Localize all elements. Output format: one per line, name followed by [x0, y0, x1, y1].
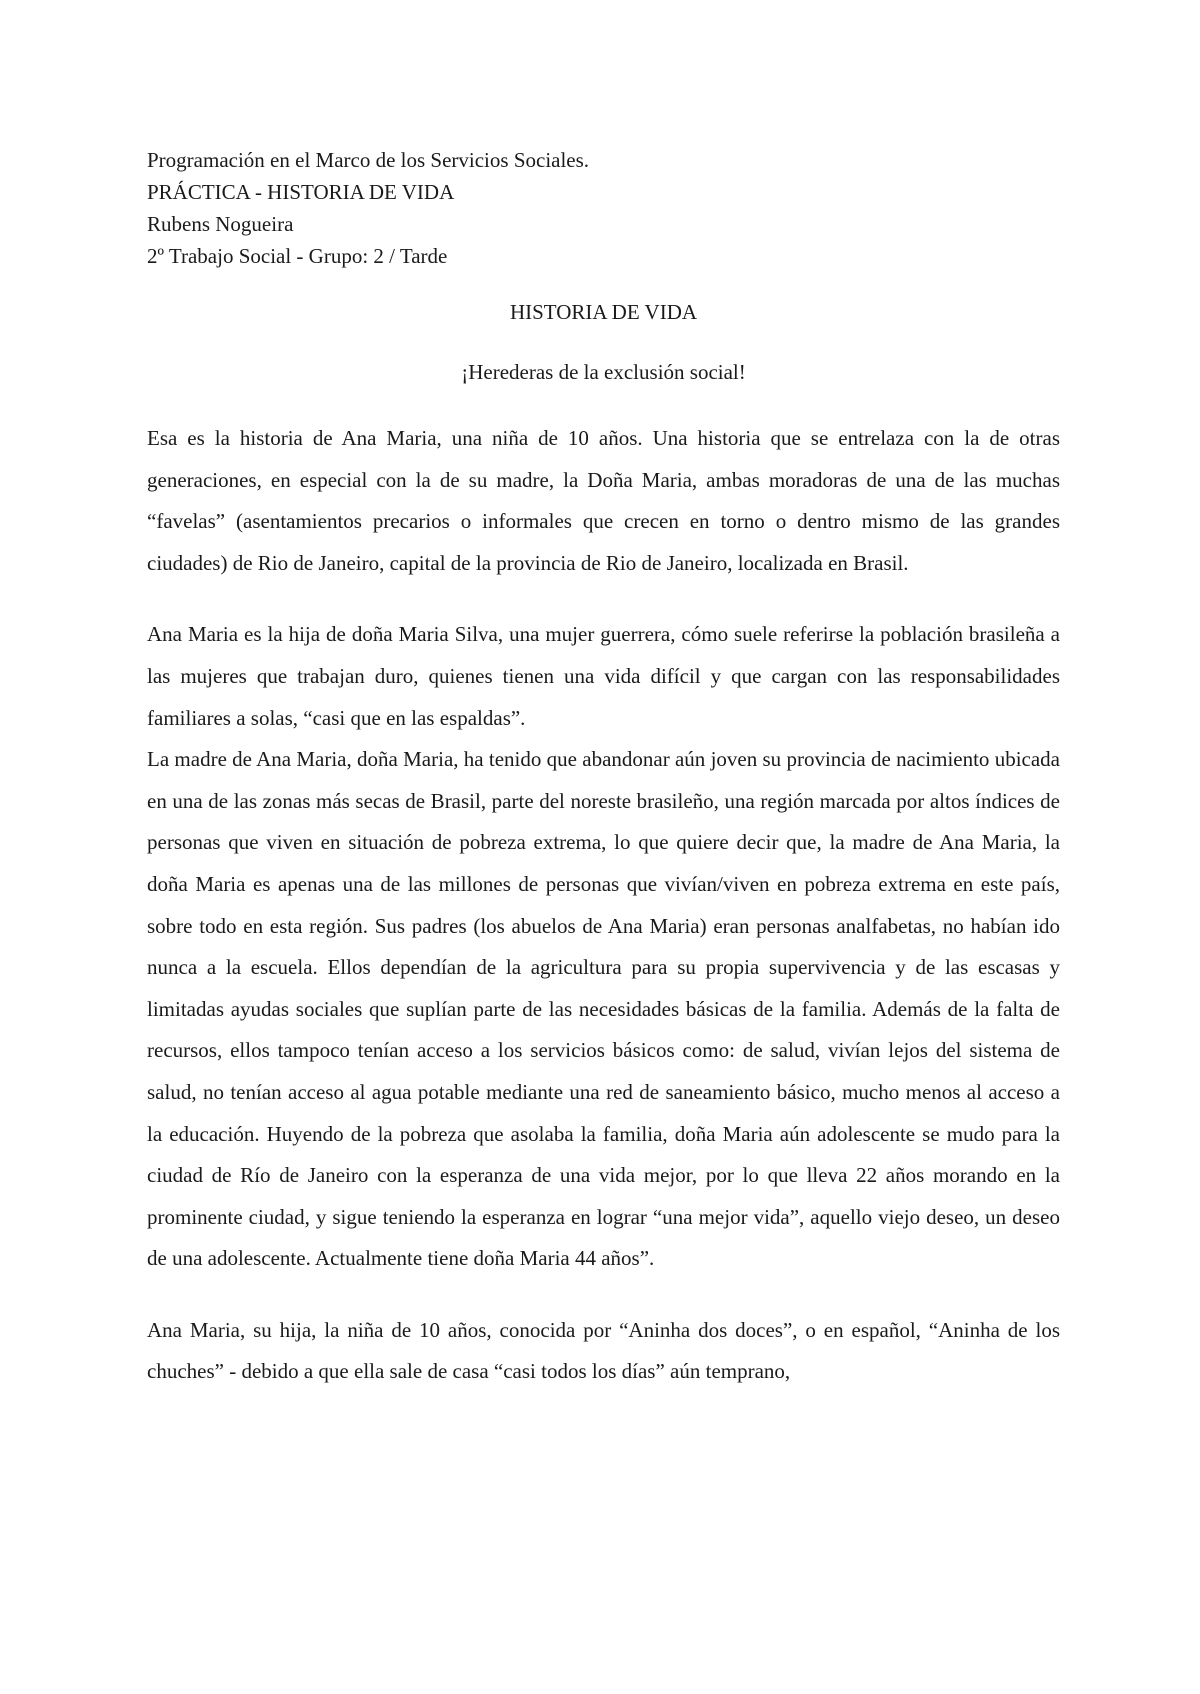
paragraph-1: Esa es la historia de Ana Maria, una niña de 10 años. Una historia que se entrelaza con la de otras generaciones, en especial con la de su madre, la Doña Maria, ambas moradoras de una de las muchas “favelas” (asentamientos precarios o informales que crecen en torno o dentro mismo de las grandes ciudades) de Rio de Janeiro, capital de la provincia de Rio de Janeiro, localizada en Brasil. [147, 426, 1060, 575]
document-content [147, 144, 1060, 1393]
document-title: HISTORIA DE VIDA [509, 300, 698, 324]
course-name: Programación en el Marco de los Servicios Sociales. [147, 148, 590, 172]
author-name: Rubens Nogueira [147, 212, 294, 236]
paragraph-4: Ana Maria, su hija, la niña de 10 años, conocida por “Aninha dos doces”, o en español, “Aninha de los chuches” - debido a que ella sale de casa “casi todos los días” aún temprano, [147, 1317, 1060, 1384]
paragraph-3: La madre de Ana Maria, doña Maria, ha tenido que abandonar aún joven su provincia de nacimiento ubicada en una de las zonas más secas de Brasil, parte del noreste brasileño, una región marcada por altos índices de personas que viven en situación de pobreza extrema, lo que quiere decir que, la madre de Ana Maria, la doña Maria es apenas una de las millones de personas que vivían/viven en pobreza extrema en este país, sobre todo en esta región. Sus padres (los abuelos de Ana Maria) eran personas analfabetas, no habían ido nunca a la escuela. Ellos dependían de la agricultura para su propia supervivencia y de las escasas y limitadas ayudas sociales que suplían parte de las necesidades básicas de la familia. Además de la falta de recursos, ellos tampoco tenían acceso a los servicios básicos como: de salud, vivían lejos del sistema de salud, no tenían acceso al agua potable mediante una red de saneamiento básico, mucho menos al acceso a la educación. Huyendo de la pobreza que asolaba la familia, doña Maria aún adolescente se mudo para la ciudad de Río de Janeiro con la esperanza de una vida mejor, por lo que lleva 22 años morando en la prominente ciudad, y sigue teniendo la esperanza en lograr “una mejor vida”, aquello viejo deseo, un deseo de una adolescente. Actualmente tiene doña Maria 44 años”. [147, 747, 1060, 1271]
practice-title: PRÁCTICA - HISTORIA DE VIDA [147, 180, 455, 204]
paragraph-2: Ana Maria es la hija de doña Maria Silva, una mujer guerrera, cómo suele referirse la población brasileña a las mujeres que trabajan duro, quienes tienen una vida difícil y que cargan con las responsabilidades familiares a solas, “casi que en las espaldas”. [147, 622, 1060, 730]
document-subtitle: ¡Herederas de la exclusión social! [461, 360, 746, 384]
group-info: 2º Trabajo Social - Grupo: 2 / Tarde [147, 244, 448, 268]
